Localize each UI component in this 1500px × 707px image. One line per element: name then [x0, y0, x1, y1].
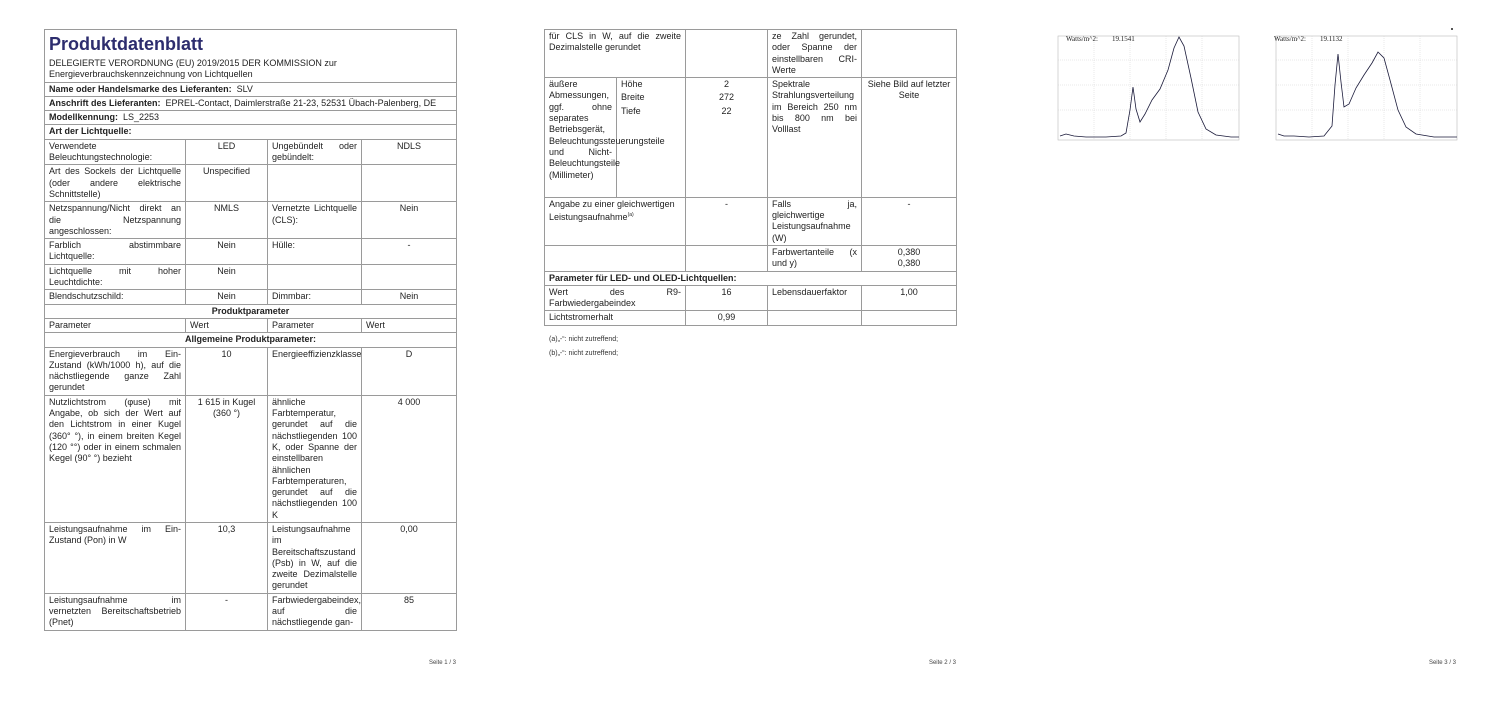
spectrum-plot-1 — [1046, 30, 1241, 155]
spectrum-power-value: 19.1541 — [1112, 35, 1135, 43]
param-label: für CLS in W, auf die zweite Dezimalstelle gerundet — [545, 30, 686, 78]
param-value: 0,00 — [362, 522, 457, 593]
param-value: 4 000 — [362, 395, 457, 522]
supplier-address-label: Anschrift des Lieferanten: — [49, 97, 161, 108]
param-label: Lichtquelle mit hoher Leuchtdichte: — [45, 264, 186, 290]
column-header-row — [45, 318, 457, 332]
table-row — [45, 395, 457, 522]
datasheet-page-1 — [0, 0, 500, 707]
chromaticity-label: Farbwertanteile (x und y) — [768, 245, 862, 271]
dimension-name: Breite — [617, 91, 686, 104]
column-header: Parameter — [45, 318, 186, 332]
footnote-marker: (b) — [549, 350, 558, 357]
datasheet-table-page-2 — [544, 29, 957, 326]
param-label: Wert des R9-Farbwiedergabeindex — [545, 285, 686, 311]
param-label — [268, 165, 362, 202]
param-label: Blendschutzschild: — [45, 290, 186, 304]
table-row — [545, 30, 957, 78]
empty-cell — [862, 311, 957, 325]
param-label: Lebensdauerfaktor — [768, 285, 862, 311]
table-row — [45, 264, 457, 290]
supplier-address-value: EPREL-Contact, Daimlerstraße 21-23, 52531 Übach-Palenberg, DE — [165, 97, 437, 108]
dimension-value: 22 — [686, 105, 768, 198]
param-value: 85 — [362, 593, 457, 630]
table-row — [545, 197, 957, 245]
param-value: 16 — [686, 285, 768, 311]
page-number: Seite 2 / 3 — [928, 660, 956, 666]
param-value: Unspecified — [186, 165, 268, 202]
param-value: 10,3 — [186, 522, 268, 593]
page-number: Seite 1 / 3 — [428, 660, 456, 666]
product-params-heading: Produktparameter — [45, 304, 457, 318]
column-header: Wert — [186, 318, 268, 332]
datasheet-page-2 — [500, 0, 1000, 707]
table-row — [45, 202, 457, 239]
supplier-address-row — [45, 96, 457, 110]
param-value: 0,99 — [686, 311, 768, 325]
param-value: Nein — [362, 202, 457, 239]
supplier-name-row — [45, 82, 457, 96]
page-number: Seite 3 / 3 — [1428, 660, 1456, 666]
param-label: Verwendete Beleuchtungstechnologie: — [45, 139, 186, 165]
footnote-ref: (a) — [627, 212, 634, 219]
param-label: Ungebündelt oder gebündelt: — [268, 139, 362, 165]
param-value: NMLS — [186, 202, 268, 239]
table-row — [45, 239, 457, 265]
table-row — [45, 593, 457, 630]
table-row — [45, 347, 457, 395]
title-block — [45, 30, 457, 83]
param-label: Nutzlichtstrom (φuse) mit Angabe, ob sich der Wert auf den Lichtstrom in einer Kugel (360° °), in einem breiten Kegel (120 °°) oder in einem schmalen Kegel (90° °) bezieht — [45, 395, 186, 522]
regulation-text: DELEGIERTE VERORDNUNG (EU) 2019/2015 DER KOMMISSION zur Energieverbrauchskennzeichnung von Lichtquellen — [49, 58, 337, 80]
param-value: LED — [186, 139, 268, 165]
spectrum-plot-2 — [1264, 30, 1459, 155]
table-row — [45, 139, 457, 165]
model-value: LS_2253 — [123, 112, 160, 123]
param-label: Leistungsaufnahme im vernetzten Bereitschaftsbetrieb (Pnet) — [45, 593, 186, 630]
param-value: Nein — [186, 239, 268, 265]
chromaticity-x: 0,380 — [897, 246, 921, 257]
dimensions-label: äußere Abmessungen, ggf. ohne separates Betriebsgerät, Beleuchtungssteuerungsteile und Nicht-Beleuchtungsteile (Millimeter) — [545, 78, 617, 198]
param-value — [362, 264, 457, 290]
param-value — [362, 165, 457, 202]
spectrum-power-label: Watts/m^2: — [1066, 35, 1098, 43]
dimension-name: Höhe — [617, 78, 686, 92]
corner-mark — [1451, 28, 1453, 30]
document-title: Produktdatenblatt — [49, 34, 204, 54]
spectral-distribution-label: Spektrale Strahlungsverteilung im Bereich 250 nm bis 800 nm bei Volllast — [768, 78, 862, 198]
equivalent-power-text: Angabe zu einer gleichwertigen Leistungsaufnahme — [549, 198, 675, 223]
light-source-type-heading: Art der Lichtquelle: — [45, 125, 457, 139]
param-label: Energieeffizienzklasse — [268, 347, 362, 395]
footnote-text: „-“: nicht zutreffend; — [557, 350, 619, 357]
table-row — [545, 245, 957, 271]
param-value — [686, 30, 768, 78]
led-params-heading: Parameter für LED- und OLED-Lichtquellen: — [545, 271, 957, 285]
param-value: 1 615 in Kugel (360 °) — [186, 395, 268, 522]
table-row — [45, 522, 457, 593]
param-label: Netzspannung/Nicht direkt an die Netzspannung angeschlossen: — [45, 202, 186, 239]
param-label: ze Zahl gerundet, oder Spanne der einstellbaren CRI-Werte — [768, 30, 862, 78]
empty-cell — [686, 245, 768, 271]
param-label: Farblich abstimmbare Lichtquelle: — [45, 239, 186, 265]
empty-cell — [768, 311, 862, 325]
spectrum-graph — [1264, 30, 1459, 155]
param-label: Vernetzte Lichtquelle (CLS): — [268, 202, 362, 239]
param-value: NDLS — [362, 139, 457, 165]
param-value: 10 — [186, 347, 268, 395]
param-label: Leistungsaufnahme im Bereitschaftszustand (Psb) in W, auf die zweite Dezimalstelle gerundet — [268, 522, 362, 593]
table-row — [545, 311, 957, 325]
param-label: Lichtstromerhalt — [545, 311, 686, 325]
param-label: Farbwiedergabeindex, auf die nächstliegende gan- — [268, 593, 362, 630]
param-value: D — [362, 347, 457, 395]
table-row — [545, 285, 957, 311]
footnote-a — [549, 336, 618, 343]
param-value: - — [186, 593, 268, 630]
spectrum-power-value: 19.1132 — [1320, 35, 1343, 43]
param-label: Leistungsaufnahme im Ein-Zustand (Pon) in W — [45, 522, 186, 593]
param-label — [268, 264, 362, 290]
chromaticity-value — [862, 245, 957, 271]
param-value: - — [362, 239, 457, 265]
param-label: Hülle: — [268, 239, 362, 265]
footnote-marker: (a) — [549, 336, 558, 343]
param-label: Falls ja, gleichwertige Leistungsaufnahme (W) — [768, 197, 862, 245]
footnote-b — [549, 350, 618, 357]
supplier-name-value: SLV — [236, 83, 253, 94]
param-label: Art des Sockels der Lichtquelle (oder andere elektrische Schnittstelle) — [45, 165, 186, 202]
param-value: Nein — [362, 290, 457, 304]
general-params-heading: Allgemeine Produktparameter: — [45, 333, 457, 347]
spectrum-graph — [1046, 30, 1241, 155]
param-value: - — [862, 197, 957, 245]
param-label: ähnliche Farbtemperatur, gerundet auf die nächstliegenden 100 K, oder Spanne der einstellbaren ähnlichen Farbtemperaturen, gerundet auf die nächstliegenden 100 K — [268, 395, 362, 522]
param-value: - — [686, 197, 768, 245]
table-row — [545, 78, 957, 92]
table-row — [45, 290, 457, 304]
datasheet-page-3 — [1000, 0, 1500, 707]
empty-cell — [545, 245, 686, 271]
spectrum-power-label: Watts/m^2: — [1274, 35, 1306, 43]
model-label: Modellkennung: — [49, 112, 118, 123]
chromaticity-y: 0,380 — [897, 258, 921, 269]
dimension-value: 272 — [686, 91, 768, 104]
param-value — [862, 30, 957, 78]
equivalent-power-label — [545, 197, 686, 245]
param-label: Energieverbrauch im Ein-Zustand (kWh/1000 h), auf die nächstliegende ganze Zahl gerundet — [45, 347, 186, 395]
param-label: Dimmbar: — [268, 290, 362, 304]
dimension-value: 2 — [686, 78, 768, 92]
param-value: 1,00 — [862, 285, 957, 311]
param-value: Nein — [186, 290, 268, 304]
column-header: Parameter — [268, 318, 362, 332]
column-header: Wert — [362, 318, 457, 332]
model-row — [45, 111, 457, 125]
dimension-name: Tiefe — [617, 105, 686, 198]
spectral-distribution-value: Siehe Bild auf letzter Seite — [862, 78, 957, 198]
param-value: Nein — [186, 264, 268, 290]
datasheet-table-page-1 — [44, 29, 457, 631]
table-row — [45, 165, 457, 202]
supplier-name-label: Name oder Handelsmarke des Lieferanten: — [49, 83, 232, 94]
footnote-text: „-“: nicht zutreffend; — [557, 336, 619, 343]
